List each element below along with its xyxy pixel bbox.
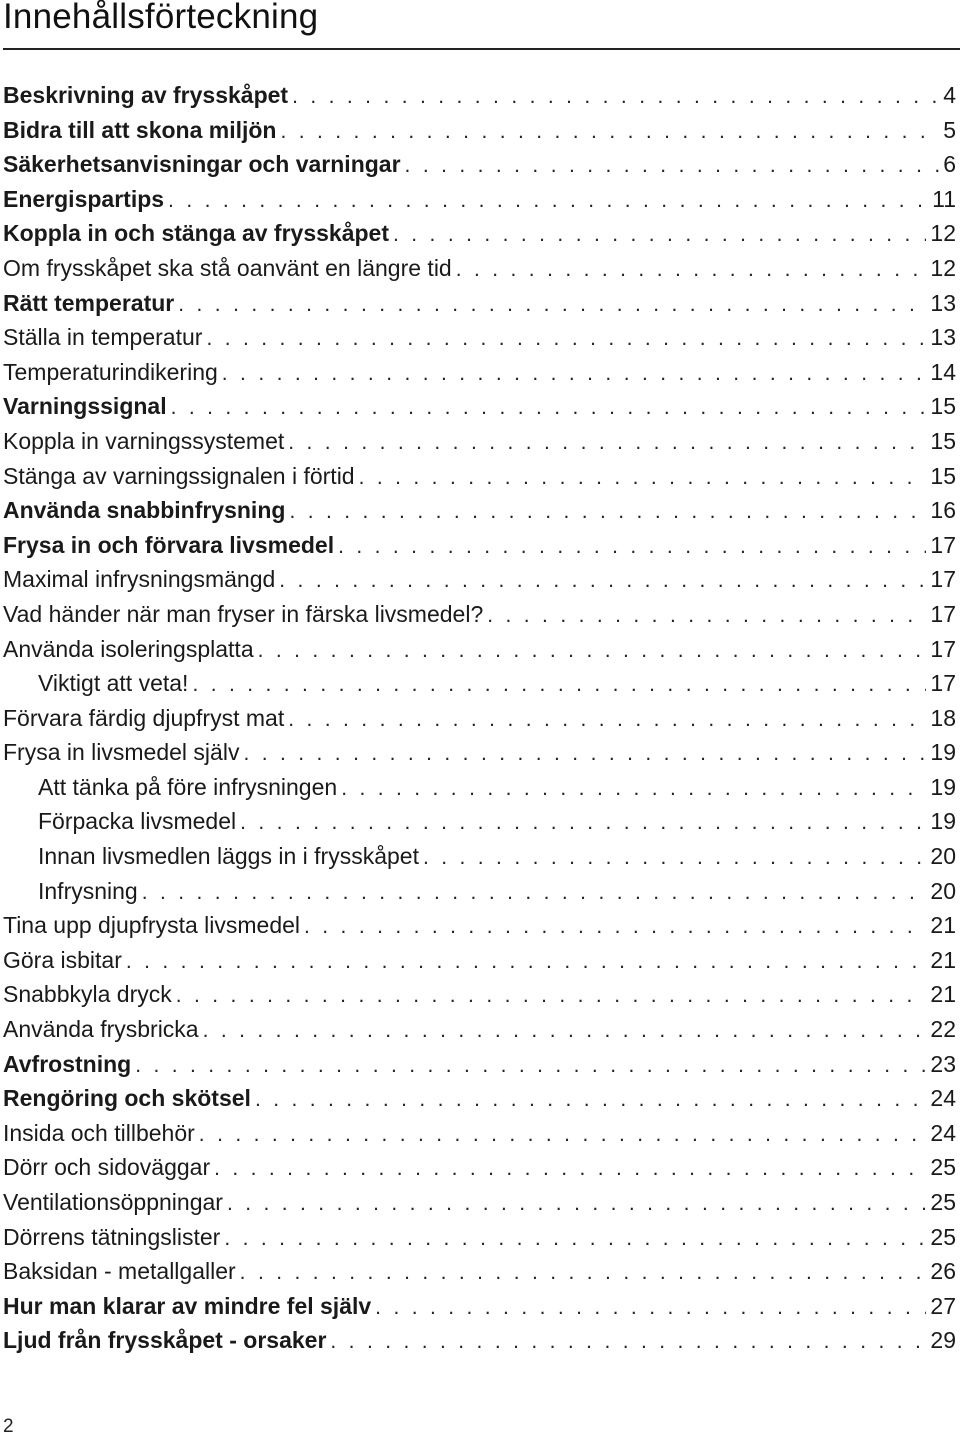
toc-entry-page: 25 <box>930 1189 956 1215</box>
toc-entry-title: Innan livsmedlen läggs in i frysskåpet <box>38 843 419 870</box>
dot-leader <box>203 1014 927 1049</box>
toc-entry-page: 17 <box>930 531 956 558</box>
toc-entry[interactable] <box>3 459 956 494</box>
toc-entry-page: 15 <box>930 462 956 489</box>
toc-entry[interactable] <box>3 182 956 217</box>
dot-leader <box>142 876 927 911</box>
dot-leader <box>258 634 927 669</box>
title-divider <box>3 48 960 50</box>
toc-entry-title: Att tänka på före infrysningen <box>38 773 338 800</box>
dot-leader <box>359 461 927 496</box>
dot-leader <box>487 599 926 634</box>
toc-entry[interactable] <box>3 78 956 113</box>
toc-entry-title: Göra isbitar <box>3 946 122 973</box>
toc-entry-page: 12 <box>930 254 956 281</box>
dot-leader <box>168 184 928 219</box>
dot-leader <box>338 530 926 565</box>
dot-leader <box>289 495 926 530</box>
toc-entry-title: Bidra till att skona miljön <box>3 116 277 143</box>
toc-entry[interactable] <box>3 1081 956 1116</box>
toc-entry-page: 17 <box>930 566 956 593</box>
dot-leader <box>304 910 926 945</box>
toc-entry-page: 21 <box>930 912 956 939</box>
dot-leader <box>176 979 927 1014</box>
dot-leader <box>199 1118 927 1153</box>
toc-entry[interactable] <box>3 528 956 563</box>
toc-entry-title: Avfrostning <box>3 1050 132 1077</box>
toc-entry-title: Frysa in och förvara livsmedel <box>3 531 335 558</box>
toc-entry[interactable] <box>3 977 956 1012</box>
page-title: Innehållsförteckning <box>3 0 319 36</box>
toc-entry-title: Stänga av varningssignalen i förtid <box>3 462 355 489</box>
toc-entry-page: 24 <box>930 1085 956 1112</box>
toc-entry-page: 21 <box>930 946 956 973</box>
toc-entry-page: 25 <box>930 1223 956 1250</box>
toc-entry[interactable] <box>3 597 956 632</box>
toc-entry-title: Förpacka livsmedel <box>38 808 237 835</box>
toc-entry[interactable] <box>3 666 956 701</box>
dot-leader <box>227 1187 926 1222</box>
toc-entry[interactable] <box>3 424 956 459</box>
toc-entry-title: Om frysskåpet ska stå oanvänt en längre tid <box>3 254 452 281</box>
toc-entry-title: Dörr och sidoväggar <box>3 1154 211 1181</box>
dot-leader <box>206 322 926 357</box>
toc-entry[interactable] <box>3 701 956 736</box>
toc-entry[interactable] <box>3 1185 956 1220</box>
toc-entry-page: 19 <box>930 808 956 835</box>
toc-entry[interactable] <box>3 147 956 182</box>
toc-entry-page: 16 <box>930 497 956 524</box>
dot-leader <box>178 288 926 323</box>
toc-entry-title: Koppla in varningssystemet <box>3 427 285 454</box>
dot-leader <box>224 1222 926 1257</box>
toc-entry-title: Vad händer när man fryser in färska livsmedel? <box>3 600 484 627</box>
toc-entry-title: Ventilationsöppningar <box>3 1189 223 1215</box>
toc-entry[interactable] <box>3 562 956 597</box>
dot-leader <box>171 391 927 426</box>
dot-leader <box>243 737 926 772</box>
table-of-contents <box>3 78 956 1358</box>
toc-entry-page: 27 <box>930 1292 956 1319</box>
toc-entry[interactable] <box>3 1220 956 1255</box>
toc-entry-page: 18 <box>930 704 956 731</box>
toc-entry-title: Använda frysbricka <box>3 1016 199 1043</box>
toc-entry-title: Ljud från frysskåpet - orsaker <box>3 1327 327 1354</box>
toc-entry-page: 11 <box>932 185 956 212</box>
toc-entry[interactable] <box>3 1116 956 1151</box>
toc-entry-page: 20 <box>930 877 956 904</box>
dot-leader <box>214 1152 926 1187</box>
dot-leader <box>288 426 926 461</box>
dot-leader <box>456 253 927 288</box>
toc-entry-page: 19 <box>930 739 956 766</box>
toc-entry-title: Säkerhetsanvisningar och varningar <box>3 151 401 178</box>
dot-leader <box>255 1083 926 1118</box>
toc-entry[interactable] <box>3 632 956 667</box>
toc-entry[interactable] <box>3 389 956 424</box>
toc-entry-page: 12 <box>930 220 956 247</box>
toc-entry[interactable] <box>3 735 956 770</box>
toc-entry[interactable] <box>3 1323 956 1358</box>
toc-entry-page: 15 <box>930 393 956 420</box>
toc-entry-title: Hur man klarar av mindre fel själv <box>3 1292 372 1319</box>
toc-entry-page: 29 <box>930 1327 956 1354</box>
toc-entry-title: Viktigt att veta! <box>38 670 189 697</box>
toc-entry-title: Dörrens tätningslister <box>3 1223 221 1250</box>
dot-leader <box>375 1291 926 1326</box>
toc-entry-page: 23 <box>930 1050 956 1077</box>
toc-entry-title: Ställa in temperatur <box>3 324 203 351</box>
toc-entry[interactable] <box>3 943 956 978</box>
toc-entry-title: Tina upp djupfrysta livsmedel <box>3 912 301 939</box>
toc-entry-title: Varningssignal <box>3 393 167 420</box>
toc-entry-page: 13 <box>930 289 956 316</box>
toc-entry-title: Insida och tillbehör <box>3 1119 195 1146</box>
dot-leader <box>423 841 926 876</box>
toc-entry-title: Baksidan - metallgaller <box>3 1258 236 1285</box>
toc-entry-title: Förvara färdig djupfryst mat <box>3 704 285 731</box>
toc-entry-page: 26 <box>930 1258 956 1285</box>
toc-entry-page: 14 <box>930 358 956 385</box>
page-number: 2 <box>3 1416 14 1437</box>
toc-entry-title: Rengöring och skötsel <box>3 1085 251 1112</box>
toc-entry[interactable] <box>3 1047 956 1082</box>
toc-entry[interactable] <box>3 804 956 839</box>
toc-entry-title: Temperaturindikering <box>3 358 218 385</box>
toc-entry-page: 22 <box>930 1016 956 1043</box>
toc-entry[interactable] <box>3 216 956 251</box>
toc-entry[interactable] <box>3 839 956 874</box>
dot-leader <box>279 564 926 599</box>
toc-entry[interactable] <box>3 113 956 148</box>
dot-leader <box>192 668 926 703</box>
toc-entry-page: 17 <box>930 635 956 662</box>
toc-entry-page: 24 <box>930 1119 956 1146</box>
toc-entry[interactable] <box>3 320 956 355</box>
toc-entry-title: Rätt temperatur <box>3 289 175 316</box>
toc-entry-page: 5 <box>943 116 956 143</box>
dot-leader <box>405 149 940 184</box>
toc-entry-page: 15 <box>930 427 956 454</box>
toc-entry-title: Snabbkyla dryck <box>3 981 172 1008</box>
dot-leader <box>330 1325 926 1360</box>
toc-entry[interactable] <box>3 355 956 390</box>
toc-entry-title: Infrysning <box>38 877 138 904</box>
dot-leader <box>222 357 927 392</box>
toc-entry-title: Frysa in livsmedel själv <box>3 739 240 766</box>
toc-entry[interactable] <box>3 1254 956 1289</box>
toc-entry[interactable] <box>3 770 956 805</box>
dot-leader <box>288 703 926 738</box>
toc-entry-title: Använda isoleringsplatta <box>3 635 254 662</box>
toc-entry-title: Maximal infrysningsmängd <box>3 566 276 593</box>
toc-entry-page: 13 <box>930 324 956 351</box>
toc-entry[interactable] <box>3 286 956 321</box>
dot-leader <box>280 115 939 150</box>
toc-entry[interactable] <box>3 1289 956 1324</box>
toc-entry[interactable] <box>3 493 956 528</box>
toc-entry-page: 21 <box>930 981 956 1008</box>
toc-entry[interactable] <box>3 908 956 943</box>
dot-leader <box>135 1049 926 1084</box>
toc-entry[interactable] <box>3 1012 956 1047</box>
toc-entry[interactable] <box>3 251 956 286</box>
dot-leader <box>341 772 926 807</box>
toc-entry-title: Energispartips <box>3 185 165 212</box>
dot-leader <box>292 80 939 115</box>
dot-leader <box>240 806 926 841</box>
toc-entry-title: Koppla in och stänga av frysskåpet <box>3 220 390 247</box>
toc-entry-page: 20 <box>930 843 956 870</box>
toc-entry[interactable] <box>3 1150 956 1185</box>
toc-entry-page: 17 <box>930 670 956 697</box>
toc-entry-page: 19 <box>930 773 956 800</box>
toc-entry-title: Beskrivning av frysskåpet <box>3 82 289 108</box>
dot-leader <box>240 1256 927 1291</box>
toc-entry-page: 17 <box>930 600 956 627</box>
toc-entry-page: 6 <box>943 151 956 178</box>
dot-leader <box>393 218 926 253</box>
dot-leader <box>126 945 927 980</box>
toc-entry-title: Använda snabbinfrysning <box>3 497 286 524</box>
toc-entry-page: 25 <box>930 1154 956 1181</box>
toc-entry[interactable] <box>3 874 956 909</box>
toc-entry-page: 4 <box>943 82 956 108</box>
